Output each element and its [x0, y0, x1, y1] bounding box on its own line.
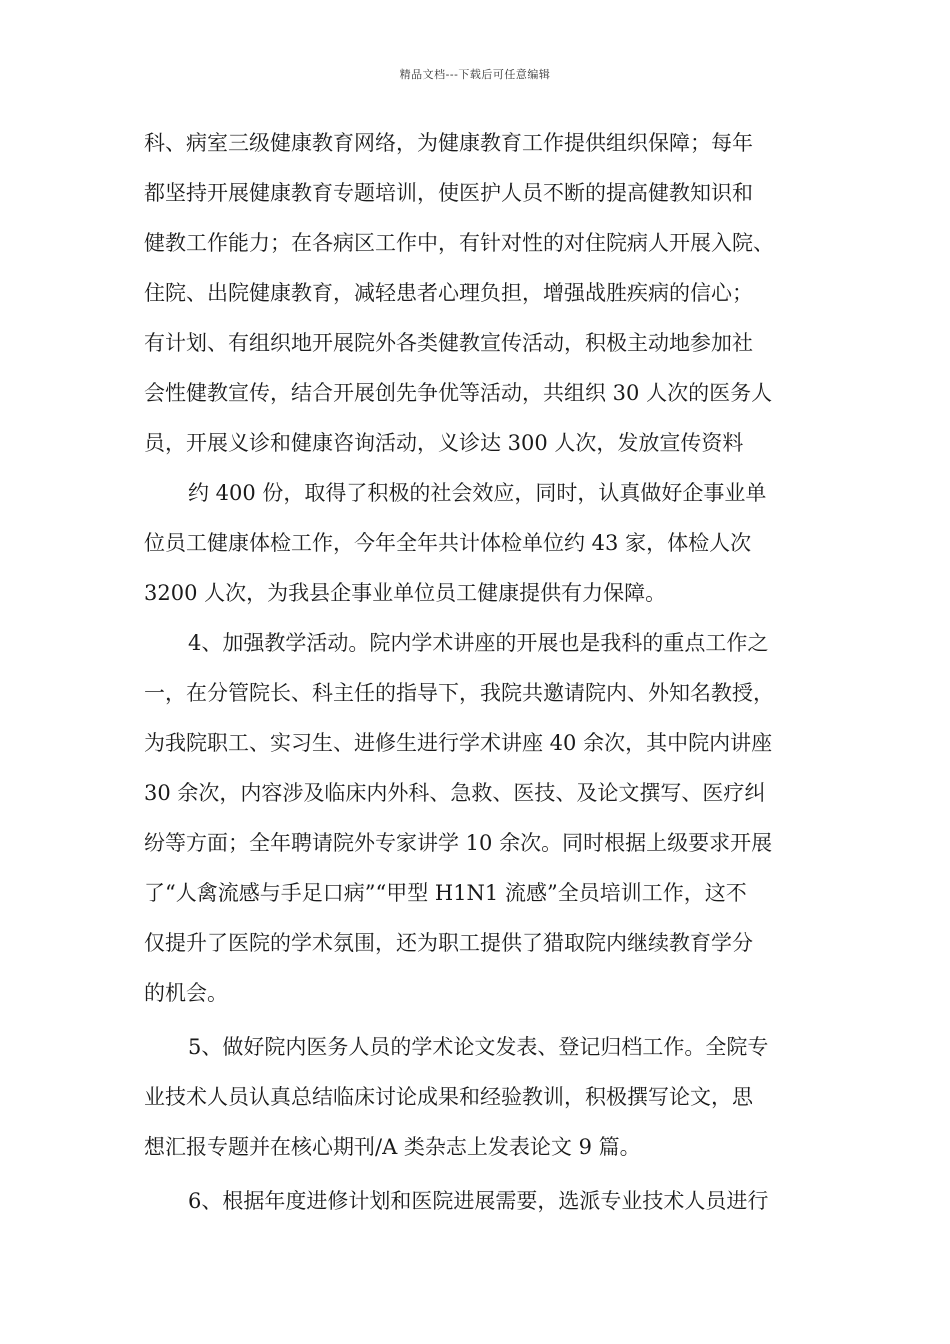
- text-line: 都坚持开展健康教育专题培训，使医护人员不断的提高健教知识和: [144, 181, 753, 205]
- text-line: 5、做好院内医务人员的学术论文发表、登记归档工作。全院专: [188, 1035, 769, 1059]
- text-line: 健教工作能力；在各病区工作中，有针对性的对住院病人开展入院、: [144, 231, 774, 255]
- text-line: 有计划、有组织地开展院外各类健教宣传活动，积极主动地参加社: [144, 331, 753, 355]
- text-line: 科、病室三级健康教育网络，为健康教育工作提供组织保障；每年: [144, 131, 753, 155]
- text-line: 想汇报专题并在核心期刊/A 类杂志上发表论文 9 篇。: [144, 1135, 641, 1159]
- text-line: 员，开展义诊和健康咨询活动，义诊达 300 人次，发放宣传资料: [144, 431, 744, 455]
- text-line: 3200 人次，为我县企事业单位员工健康提供有力保障。: [144, 581, 667, 605]
- text-line: 6、根据年度进修计划和医院进展需要，选派专业技术人员进行: [188, 1189, 769, 1213]
- text-line: 住院、出院健康教育，减轻患者心理负担，增强战胜疾病的信心；: [144, 281, 753, 305]
- text-line: 纷等方面；全年聘请院外专家讲学 10 余次。同时根据上级要求开展: [144, 831, 773, 855]
- text-line: 30 余次，内容涉及临床内外科、急救、医技、及论文撰写、医疗纠: [144, 781, 766, 805]
- text-line: 仅提升了医院的学术氛围，还为职工提供了猎取院内继续教育学分: [144, 931, 753, 955]
- text-line: 的机会。: [144, 981, 228, 1005]
- text-line: 4、加强教学活动。院内学术讲座的开展也是我科的重点工作之: [188, 631, 769, 655]
- text-line: 位员工健康体检工作，今年全年共计体检单位约 43 家，体检人次: [144, 531, 752, 555]
- text-line: 约 400 份，取得了积极的社会效应，同时，认真做好企事业单: [188, 481, 767, 505]
- text-line: 业技术人员认真总结临床讨论成果和经验教训，积极撰写论文，思: [144, 1085, 753, 1109]
- text-line: 一，在分管院长、科主任的指导下，我院共邀请院内、外知名教授，: [144, 681, 774, 705]
- text-line: 了“人禽流感与手足口病”“甲型 H1N1 流感”全员培训工作，这不: [144, 881, 747, 905]
- text-line: 为我院职工、实习生、进修生进行学术讲座 40 余次，其中院内讲座: [144, 731, 773, 755]
- page-header: 精品文档---下载后可任意编辑: [399, 68, 551, 81]
- text-line: 会性健教宣传，结合开展创先争优等活动，共组织 30 人次的医务人: [144, 381, 773, 405]
